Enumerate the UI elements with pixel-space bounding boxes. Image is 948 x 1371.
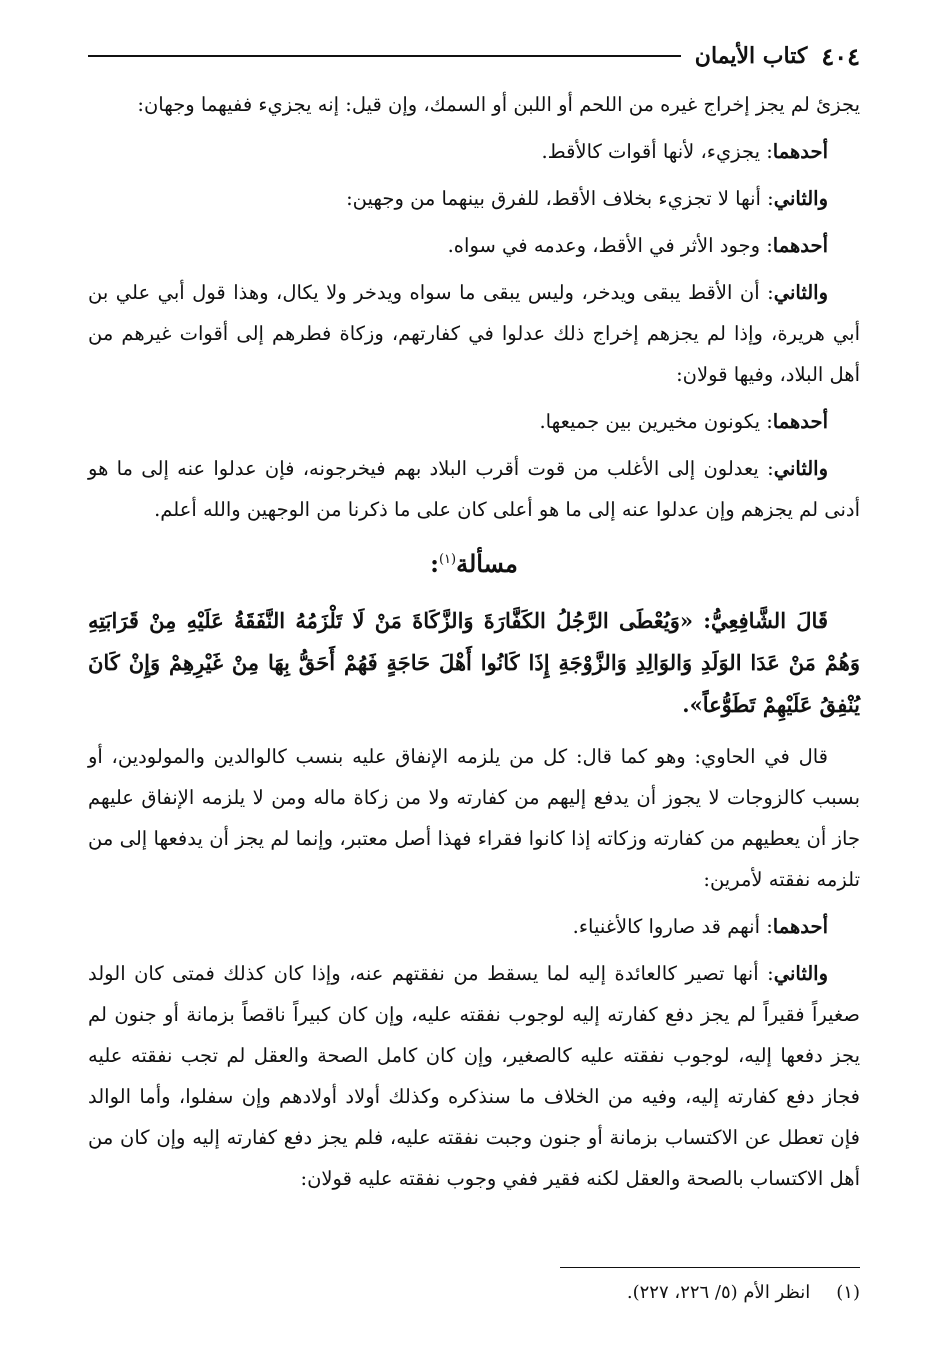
- paragraph: أحدهما: يجزيء، لأنها أقوات كالأقط.: [541, 140, 828, 163]
- running-title: كتاب الأيمان: [694, 43, 808, 69]
- page-number: ٤٠٤: [821, 41, 860, 71]
- paragraph: أحدهما: يكونون مخيرين بين جميعها.: [539, 410, 828, 433]
- paragraph: والثاني: يعدلون إلى الأغلب من قوت أقرب البلاد بهم فيخرجونه، فإن عدلوا عنه إلى ما هو أدنى لم يجزهم وإن عدلوا عنه إلى ما هو أعلى كان على ما ذكرنا من الوجهين والله أعلم.: [88, 457, 860, 521]
- paragraph: والثاني: أنها لا تجزيء بخلاف الأقط، للفرق بينهما من وجهين:: [346, 187, 828, 210]
- body-text-top: [88, 84, 860, 530]
- footnote-number: (١): [836, 1282, 860, 1303]
- page-header: [88, 36, 860, 76]
- paragraph: يجزئ لم يجز إخراج غيره من اللحم أو اللبن أو السمك، وإن قيل: إنه يجزيء ففيهما وجهان:: [137, 93, 860, 116]
- paragraph: والثاني: أنها تصير كالعائدة إليه لما يسقط من نفقتهم عنه، وإذا كان كذلك فمتى كان الولد صغيراً فقيراً لم يجز دفع كفارته إليه لوجوب نفقته عليه، وإن كان كبيراً ناقصاً بزمانة أو جنون لم يجز دفعها إليه، لوجوب نفقته عليه كالصغير، وإن كان كامل الصحة والعقل لم تجب نفقته عليه فجاز دفع كفارته إليه، وفيه من الخلاف ما سنذكره وكذلك أولاد أولادهم وإن سفلوا، وأما الوالد فإن تعطل عن الاكتساب بزمانة أو جنون وجبت نفقته عليه، فلم يجز دفع كفارته إليه وإن كان من أهل الاكتساب بالصحة والعقل لكنه فقير ففي وجوب نفقته عليه قولان:: [88, 962, 860, 1190]
- header-rule: [88, 55, 681, 57]
- shafii-quote: قَالَ الشَّافِعِيُّ: «وَيُعْطَى الرَّجُلُ الكَفَّارَةَ وَالزَّكَاةَ مَنْ لَا تَلْزَمُهُ النَّفَقَةُ عَلَيْهِ مِنْ قَرَابَتِهِ وَهُمْ مَنْ عَدَا الوَلَدِ وَالوَالِدِ وَالزَّوْجَةِ إِذَا كَانُوا أَهْلَ حَاجَةٍ فَهُمْ أَحَقُّ بِهَا مِنْ غَيْرِهِمْ وَإِنْ كَانَ يُنْفِقُ عَلَيْهِمْ تَطَوُّعاً».: [88, 608, 860, 717]
- paragraph: أحدهما: وجود الأثر في الأقط، وعدمه في سواه.: [447, 234, 828, 257]
- body-text-bottom: [88, 736, 860, 1199]
- paragraph: أحدهما: أنهم قد صاروا كالأغنياء.: [572, 915, 828, 938]
- paragraph: والثاني: أن الأقط يبقى ويدخر، وليس يبقى ما سواه ويدخر ولا يكال، وهذا قول أبي علي بن أبي هريرة، وإذا لم يجزهم إخراج ذلك عدلوا في كفارتهم، وزكاة فطرهم إلى أقوات غيرهم من أهل البلاد، وفيها قولان:: [88, 281, 860, 386]
- paragraph: قال في الحاوي: وهو كما قال: كل من يلزمه الإنفاق عليه بنسب كالوالدين والمولودين، أو بسبب كالزوجات لا يجوز أن يدفع إليهم من كفارته ولا من زكاة ماله ومن لا يلزمه الإنفاق عليهم جاز أن يعطيهم من كفارته وزكاته إذا كانوا فقراء فهذا أصل معتبر، وإنما لم يجز أن يدفعها إلى من تلزمه نفقته لأمرين:: [88, 745, 860, 891]
- section-heading: مسألة$^{(١)}$:: [430, 549, 518, 578]
- footnote: [88, 1278, 860, 1308]
- footnote-text: انظر الأم (٥/ ٢٢٦، ٢٢٧).: [626, 1282, 811, 1303]
- footnote-rule: [560, 1267, 860, 1268]
- section-title: مسألة: [456, 549, 518, 578]
- footnote-ref: (١): [438, 552, 457, 567]
